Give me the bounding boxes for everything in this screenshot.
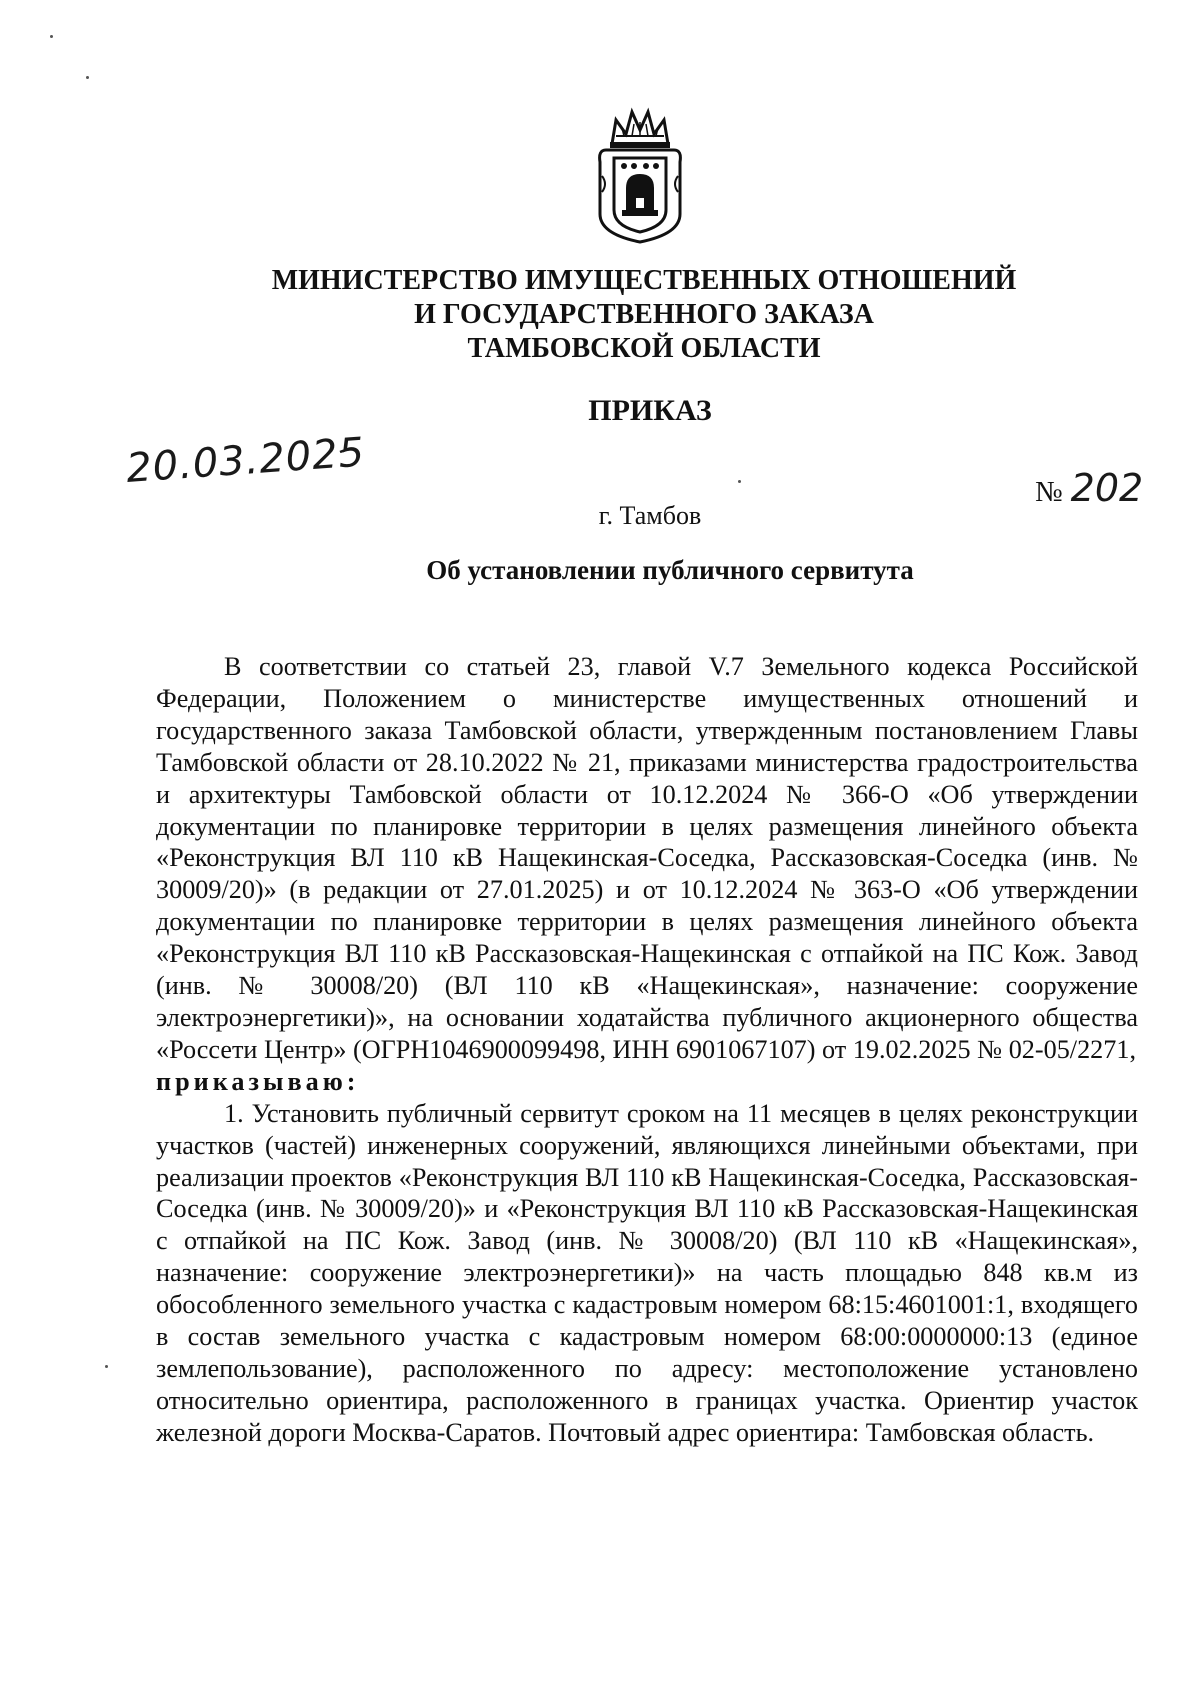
number-sign: № [1035, 476, 1063, 508]
date-flourish-icon [278, 446, 358, 486]
ministry-line-2: И ГОСУДАРСТВЕННОГО ЗАКАЗА [414, 299, 874, 330]
preamble-paragraph: В соответствии со статьей 23, главой V.7 Земельного кодекса Российской Федерации, Положением о министерстве имущественных отношений и государственного заказа Тамбовской области, утвержденным постановлением Главы Тамбовской области от 28.10.2022 № 21, приказами министерства градостроительства и архитектуры Тамбовской области от 10.12.2024 № 366-О «Об утверждении документации по планировке территории в целях размещения линейного объекта «Реконструкция ВЛ 110 кВ Нащекинская-Соседка, Рассказовская-Соседка (инв. № 30009/20)» (в редакции от 27.01.2025) и от 10.12.2024 № 363-О «Об утверждении документации по планировке территории в целях размещения линейного объекта «Реконструкция ВЛ 110 кВ Рассказовская-Нащекинская с отпайкой на ПС Кож. Завод (инв. № 30008/20) (ВЛ 110 кВ «Нащекинская», назначение: сооружение электроэнергетики)», на основании ходатайства публичного акционерного общества «Россети Центр» (ОГРН1046900099498, ИНН 6901067107) от 19.02.2025 № 02-05/2271, [156, 652, 1138, 1064]
scan-speck [738, 480, 741, 483]
handwritten-date: 20.03.2025 [124, 429, 367, 492]
ministry-line-1: МИНИСТЕРСТВО ИМУЩЕСТВЕННЫХ ОТНОШЕНИЙ [271, 265, 1017, 296]
order-word: приказываю: [156, 1066, 360, 1096]
handwritten-number: 202 [1070, 466, 1144, 510]
document-subject: Об установлении публичного сервитута [426, 555, 914, 585]
scan-speck [105, 1365, 108, 1368]
ministry-name [200, 264, 1088, 366]
scan-speck [86, 76, 89, 79]
item-1-paragraph: 1. Установить публичный сервитут сроком на 11 месяцев в целях реконструкции участков (частей) инженерных сооружений, являющихся линейными объектами, при реализации проектов «Реконструкция ВЛ 110 кВ Нащекинская-Соседка, Рассказовская-Соседка (инв. № 30009/20)» и «Реконструкция ВЛ 110 кВ Рассказовская-Нащекинская с отпайкой на ПС Кож. Завод (инв. № 30008/20) (ВЛ 110 кВ «Нащекинская», назначение: сооружение электроэнергетики)» на часть площадью 848 кв.м из обособленного земельного участка с кадастровым номером 68:15:4601001:1, входящего в состав земельного участка с кадастровым номером 68:00:0000000:13 (единое землепользование), расположенного по адресу: местоположение установлено относительно ориентира, расположенного в границах участка. Ориентир участок железной дороги Москва-Саратов. Почтовый адрес ориентира: Тамбовская область. [156, 1098, 1138, 1447]
document-body [156, 651, 1138, 1449]
document-type: ПРИКАЗ [588, 394, 712, 427]
document-number [1035, 466, 1143, 516]
city-line: г. Тамбов [598, 501, 702, 530]
tambov-region-coat-of-arms-icon [594, 106, 686, 246]
ministry-line-3: ТАМБОВСКОЙ ОБЛАСТИ [467, 333, 821, 364]
scan-speck [50, 35, 53, 38]
